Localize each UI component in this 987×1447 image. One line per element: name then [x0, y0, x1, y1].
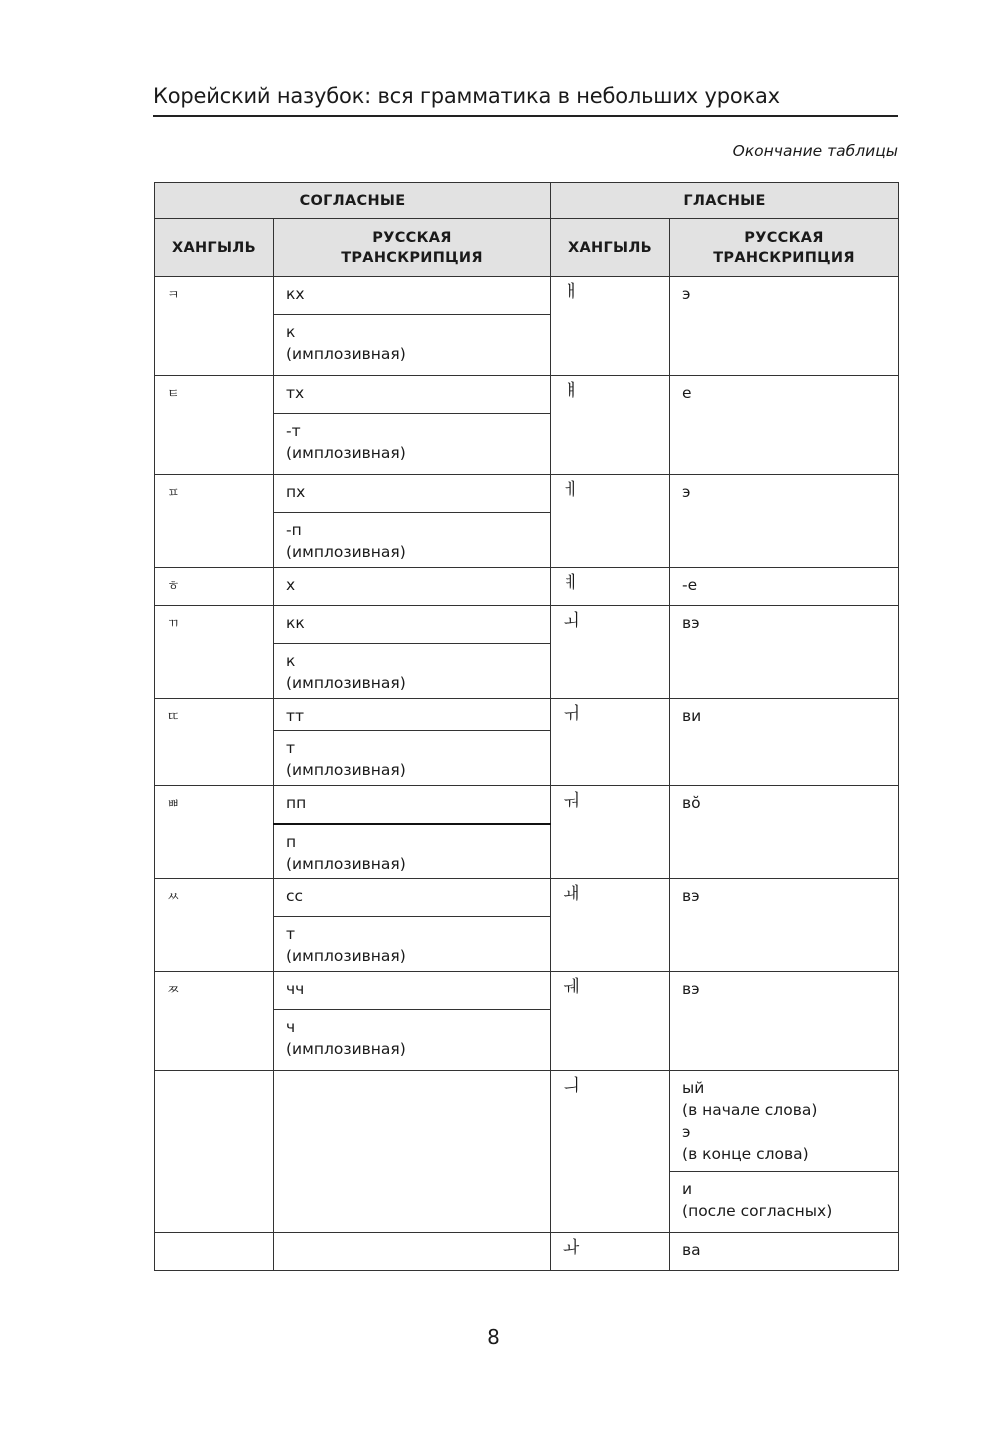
vowel-cell: ㅟ [551, 699, 670, 786]
vowel-cell: ㅢ [551, 1071, 670, 1233]
transcription-cell: кк [274, 606, 551, 644]
vowel-cell: ㅒ [551, 376, 670, 475]
consonant-cell: ㅌ [155, 376, 274, 475]
vowel-transcription-cell: и (после согласных) [670, 1172, 899, 1233]
hangul-transcription-table [154, 182, 899, 1271]
consonant-cell: ㅆ [155, 879, 274, 972]
empty-cell [155, 1071, 274, 1233]
transcription-cell: пх [274, 475, 551, 513]
header-rule [153, 115, 898, 117]
vowel-hangul-header: ХАНГЫЛЬ [551, 219, 670, 277]
vowel-transcription-cell: вэ [670, 972, 899, 1071]
consonant-cell: ㅋ [155, 277, 274, 376]
page-number: 8 [487, 1325, 500, 1349]
vowel-transcription-cell: ви [670, 699, 899, 786]
vowel-transcription-cell: вŏ [670, 786, 899, 879]
vowel-cell: ㅞ [551, 972, 670, 1071]
consonants-group-header: СОГЛАСНЫЕ [155, 183, 551, 219]
consonant-transcription-header: РУССКАЯ ТРАНСКРИПЦИЯ [274, 219, 551, 277]
vowel-transcription-cell: э [670, 277, 899, 376]
vowel-cell: ㅐ [551, 277, 670, 376]
vowel-transcription-cell: е [670, 376, 899, 475]
transcription-cell: к (имплозивная) [274, 644, 551, 699]
vowel-transcription-cell: э [670, 475, 899, 568]
table-continuation-caption: Окончание таблицы [732, 142, 898, 160]
vowel-cell: ㅔ [551, 475, 670, 568]
consonant-cell: ㄸ [155, 699, 274, 786]
empty-cell [274, 1233, 551, 1271]
vowel-cell: ㅖ [551, 568, 670, 606]
vowel-transcription-cell: ва [670, 1233, 899, 1271]
transcription-cell: пп [274, 786, 551, 824]
vowel-cell: ㅘ [551, 1233, 670, 1271]
transcription-cell: х [274, 568, 551, 606]
empty-cell [274, 1071, 551, 1233]
consonant-cell: ㅍ [155, 475, 274, 568]
vowel-transcription-header: РУССКАЯ ТРАНСКРИПЦИЯ [670, 219, 899, 277]
transcription-cell: тт [274, 699, 551, 731]
consonant-cell: ㅉ [155, 972, 274, 1071]
consonant-hangul-header: ХАНГЫЛЬ [155, 219, 274, 277]
vowel-transcription-cell: ый (в начале слова) э (в конце слова) [670, 1071, 899, 1172]
transcription-cell: к (имплозивная) [274, 315, 551, 376]
transcription-cell: -т (имплозивная) [274, 414, 551, 475]
consonant-cell: ㅃ [155, 786, 274, 879]
transcription-cell: тх [274, 376, 551, 414]
vowel-transcription-cell: -е [670, 568, 899, 606]
vowel-transcription-cell: вэ [670, 606, 899, 699]
vowel-transcription-cell: вэ [670, 879, 899, 972]
transcription-cell: -п (имплозивная) [274, 513, 551, 568]
vowel-cell: ㅙ [551, 879, 670, 972]
transcription-cell: п (имплозивная) [274, 824, 551, 879]
running-header-title: Корейский назубок: вся грамматика в небольших уроках [153, 84, 780, 108]
transcription-cell: сс [274, 879, 551, 917]
vowel-cell: ㅝ [551, 786, 670, 879]
transcription-cell: т (имплозивная) [274, 917, 551, 972]
vowels-group-header: ГЛАСНЫЕ [551, 183, 899, 219]
consonant-cell: ㅎ [155, 568, 274, 606]
empty-cell [155, 1233, 274, 1271]
transcription-cell: ч (имплозивная) [274, 1010, 551, 1071]
transcription-cell: кх [274, 277, 551, 315]
transcription-cell: т (имплозивная) [274, 731, 551, 786]
transcription-cell: чч [274, 972, 551, 1010]
consonant-cell: ㄲ [155, 606, 274, 699]
vowel-cell: ㅚ [551, 606, 670, 699]
